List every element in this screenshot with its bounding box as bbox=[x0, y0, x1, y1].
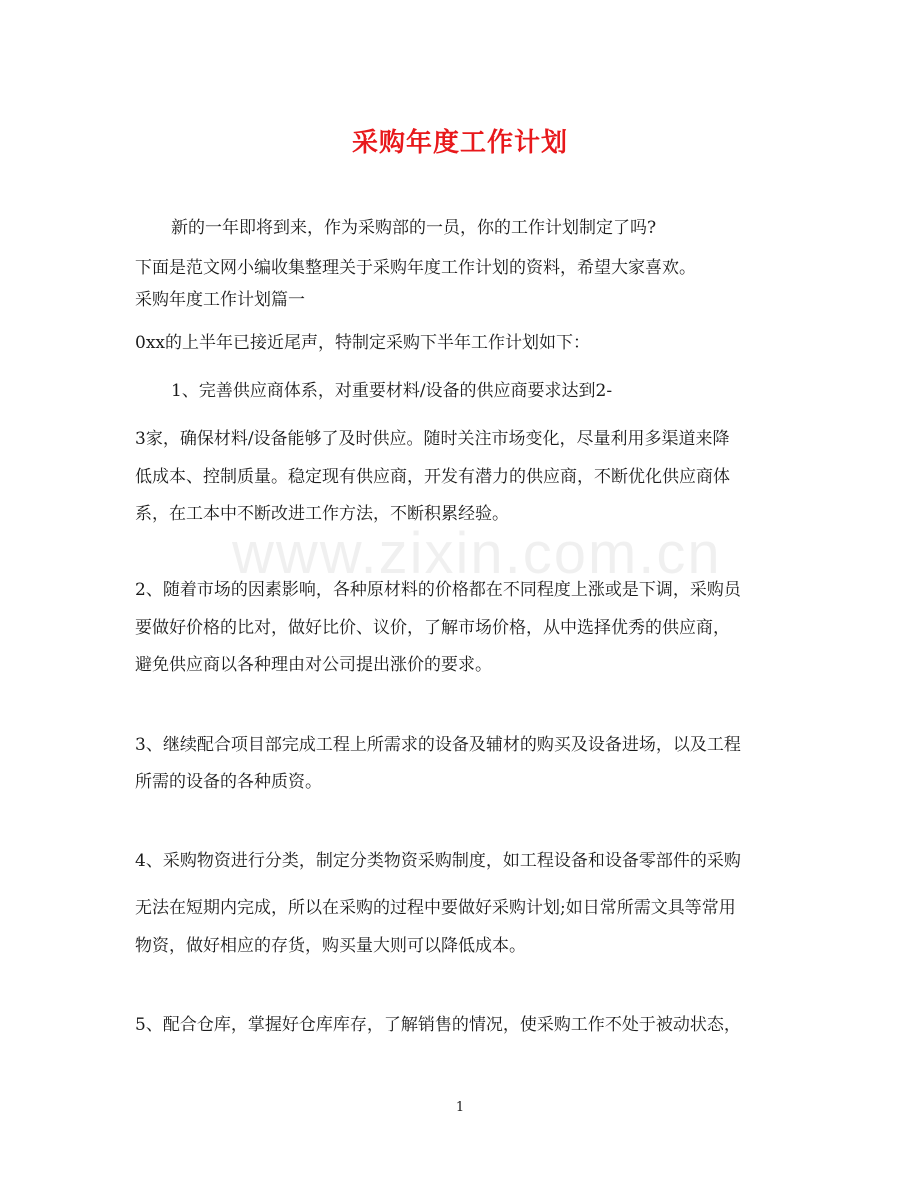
paragraph-line: 所需的设备的各种质资。 bbox=[135, 772, 322, 792]
paragraph-line: 系，在工本中不断改进工作方法，不断积累经验。 bbox=[135, 504, 509, 524]
document-title: 采购年度工作计划 bbox=[351, 128, 568, 158]
paragraph-line: 0xx的上半年已接近尾声，特制定采购下半年工作计划如下： bbox=[135, 333, 590, 353]
paragraph-line: 5、配合仓库，掌握好仓库库存，了解销售的情况，使采购工作不处于被动状态， bbox=[135, 1015, 741, 1035]
section-heading: 采购年度工作计划篇一 bbox=[135, 290, 305, 310]
paragraph-line: 2、随着市场的因素影响，各种原材料的价格都在不同程度上涨或是下调，采购员 bbox=[135, 580, 741, 600]
paragraph-line: 4、采购物资进行分类，制定分类物资采购制度，如工程设备和设备零部件的采购 bbox=[135, 851, 741, 871]
paragraph-line: 3、继续配合项目部完成工程上所需求的设备及辅材的购买及设备进场，以及工程 bbox=[135, 735, 741, 755]
paragraph-line: 无法在短期内完成，所以在采购的过程中要做好采购计划;如日常所需文具等常用 bbox=[135, 898, 736, 918]
watermark: www.zixin.com.cn bbox=[232, 521, 722, 586]
paragraph-line: 1、完善供应商体系，对重要材料/设备的供应商要求达到2- bbox=[171, 381, 613, 401]
paragraph-line: 避免供应商以各种理由对公司提出涨价的要求。 bbox=[135, 655, 492, 675]
page-number: 1 bbox=[455, 1100, 465, 1115]
paragraph-line: 下面是范文网小编收集整理关于采购年度工作计划的资料，希望大家喜欢。 bbox=[135, 258, 696, 278]
paragraph-line: 要做好价格的比对，做好比价、议价，了解市场价格，从中选择优秀的供应商， bbox=[135, 618, 730, 638]
paragraph-line: 新的一年即将到来，作为采购部的一员，你的工作计划制定了吗? bbox=[171, 218, 657, 238]
paragraph-line: 低成本、控制质量。稳定现有供应商，开发有潜力的供应商，不断优化供应商体 bbox=[135, 467, 730, 487]
paragraph-line: 3家，确保材料/设备能够了及时供应。随时关注市场变化，尽量利用多渠道来降 bbox=[135, 429, 730, 449]
paragraph-line: 物资，做好相应的存货，购买量大则可以降低成本。 bbox=[135, 936, 526, 956]
